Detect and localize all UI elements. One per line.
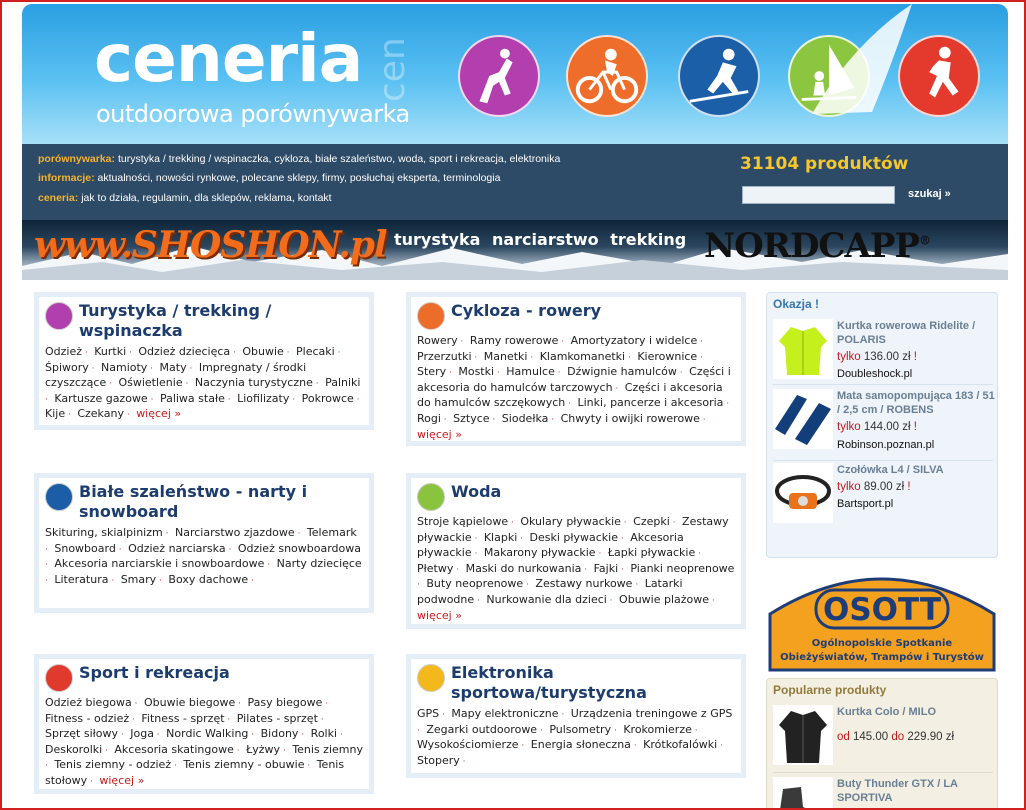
category-link[interactable]: Klamkomanetki ·: [540, 350, 631, 363]
category-link[interactable]: Oświetlenie ·: [118, 376, 188, 389]
category-link[interactable]: Obuwie biegowe ·: [144, 696, 241, 709]
cycling-icon: [417, 302, 445, 330]
category-link[interactable]: Nordic Walking ·: [166, 727, 254, 740]
osott-line1: Ogólnopolskie Spotkanie: [811, 638, 953, 649]
more-link[interactable]: więcej »: [417, 427, 462, 441]
gps-icon: [417, 664, 445, 692]
category-link[interactable]: Zestawy nurkowe ·: [535, 577, 638, 590]
category-link[interactable]: Narty dziecięce ·: [45, 557, 362, 586]
osott-logo: [766, 564, 998, 672]
category-link[interactable]: Fajki ·: [594, 562, 624, 575]
category-link[interactable]: Pulsometry ·: [549, 723, 617, 736]
category-link[interactable]: Kije ·: [45, 407, 71, 420]
site-header: [22, 4, 1008, 144]
category-title[interactable]: Elektronika sportowa/turystyczna: [451, 663, 647, 702]
category-link[interactable]: Odzież biegowa ·: [45, 696, 138, 709]
category-water: [406, 473, 746, 629]
search-button[interactable]: szukaj »: [908, 188, 951, 200]
headlamp-image[interactable]: [773, 463, 833, 523]
category-link[interactable]: Obuwie ·: [242, 345, 289, 358]
category-link[interactable]: Mostki ·: [458, 365, 499, 378]
product-count: 31104 produktów: [740, 154, 909, 174]
category-link[interactable]: Czekany ·: [77, 407, 129, 420]
skiing-icon[interactable]: [678, 35, 760, 117]
category-link[interactable]: Obuwie plażowe ·: [619, 593, 715, 606]
category-link[interactable]: Części i akcesoria do hamulców szczękowych ·: [417, 381, 723, 410]
category-link[interactable]: Tenis stołowy ·: [45, 758, 344, 787]
category-link[interactable]: Deskorolki ·: [45, 743, 108, 756]
category-trekking: [34, 292, 374, 430]
category-links: [45, 696, 363, 790]
climbing-icon[interactable]: [458, 35, 540, 117]
category-link[interactable]: Amortyzatory i widelce ·: [571, 334, 703, 347]
category-link[interactable]: Siodełka ·: [502, 412, 554, 425]
category-link[interactable]: Joga ·: [130, 727, 159, 740]
category-link[interactable]: Narciarstwo zjazdowe ·: [175, 526, 300, 539]
category-link[interactable]: Chwyty i owijki rowerowe ·: [561, 412, 706, 425]
category-link[interactable]: Rogi ·: [417, 412, 447, 425]
jacket-image[interactable]: [773, 319, 833, 379]
category-link[interactable]: Sztyce ·: [453, 412, 495, 425]
category-link[interactable]: Czepki ·: [633, 515, 675, 528]
category-link[interactable]: Odzież ·: [45, 345, 88, 358]
category-links: [417, 515, 735, 623]
climbing-icon: [45, 302, 73, 330]
category-link[interactable]: Mapy elektroniczne ·: [451, 707, 564, 720]
category-link[interactable]: Krokomierze ·: [623, 723, 697, 736]
category-title[interactable]: Białe szaleństwo - narty i snowboard: [79, 482, 308, 521]
category-links: [417, 707, 735, 769]
category-link[interactable]: Nurkowanie dla dzieci ·: [486, 593, 612, 606]
category-link[interactable]: Tenis ziemny ·: [45, 743, 363, 772]
more-link[interactable]: więcej »: [99, 773, 145, 787]
category-link[interactable]: Akcesoria skatingowe ·: [114, 743, 239, 756]
category-link[interactable]: Paliwa stałe ·: [160, 392, 231, 405]
running-icon: [45, 664, 73, 692]
skiing-icon: [45, 483, 73, 511]
category-link[interactable]: Bidony ·: [261, 727, 305, 740]
osott-banner[interactable]: [766, 564, 998, 672]
category-link[interactable]: Odzież narciarska ·: [128, 542, 231, 555]
category-link[interactable]: Hamulce ·: [506, 365, 560, 378]
site-logo[interactable]: ceneria: [94, 20, 363, 97]
category-winter: [34, 473, 374, 613]
nav-row-comparison[interactable]: porównywarka: turystyka / trekking / wspinaczka, cykloza, białe szaleństwo, woda, sport i rekreacja, elektronika: [38, 153, 561, 165]
category-link[interactable]: Manetki ·: [484, 350, 533, 363]
category-link[interactable]: Okulary pływackie ·: [520, 515, 626, 528]
category-link[interactable]: Dźwignie hamulców ·: [567, 365, 683, 378]
category-electronics: [406, 654, 746, 778]
category-link[interactable]: Części i akcesoria do hamulców tarczowych ·: [417, 365, 731, 394]
nav-row-information[interactable]: informacje: aktualności, nowości rynkowe, polecane sklepy, firmy, posłuchaj eksperta, terminologia: [38, 172, 501, 184]
category-link[interactable]: Skituring, skialpinizm ·: [45, 526, 168, 539]
category-link[interactable]: Krótkofalówki ·: [643, 738, 723, 751]
shoshon-logo[interactable]: www.SHOSHON.pl: [34, 224, 387, 266]
category-link[interactable]: Kartusze gazowe ·: [54, 392, 153, 405]
popular-item[interactable]: Kurtka Colo / MILO od 145.00 do 229.90 zł: [773, 705, 993, 773]
deals-box: [766, 292, 998, 558]
category-link[interactable]: Ramy rowerowe ·: [470, 334, 564, 347]
category-link[interactable]: Wysokościomierze ·: [417, 738, 524, 751]
deals-heading: Okazja !: [773, 297, 820, 311]
category-link[interactable]: Urządzenia treningowe z GPS ·: [417, 707, 732, 736]
category-link[interactable]: Fitness - sprzęt ·: [141, 712, 230, 725]
popular-heading: Popularne produkty: [773, 683, 887, 697]
shoshon-banner[interactable]: [22, 220, 1008, 280]
osott-line2: Obieżyświatów, Trampów i Turystów: [780, 652, 984, 663]
category-link[interactable]: Maty ·: [160, 361, 193, 374]
site-tagline: outdoorowa porównywarka: [96, 100, 410, 128]
category-sport: [34, 654, 374, 794]
category-link[interactable]: Maski do nurkowania ·: [466, 562, 588, 575]
category-link[interactable]: Namioty ·: [101, 361, 153, 374]
nordcapp-logo[interactable]: NORDCAPP®: [704, 226, 931, 266]
category-link[interactable]: Stroje kąpielowe ·: [417, 515, 514, 528]
category-link[interactable]: Akcesoria pływackie ·: [417, 531, 684, 560]
osott-name: OSOTT: [822, 592, 942, 628]
category-link[interactable]: Snowboard ·: [54, 542, 121, 555]
category-link[interactable]: Pilates - sprzęt ·: [237, 712, 324, 725]
popular-item[interactable]: Buty Thunder GTX / LA SPORTIVA: [773, 777, 993, 808]
category-link[interactable]: Zestawy pływackie ·: [417, 515, 729, 544]
category-link[interactable]: Klapki ·: [484, 531, 523, 544]
category-cycling: [406, 292, 746, 446]
main-navigation: [22, 144, 1008, 220]
windsurf-sail-graphic: [782, 4, 942, 119]
category-link[interactable]: Deski pływackie ·: [530, 531, 624, 544]
category-link[interactable]: Odzież dziecięca ·: [138, 345, 235, 358]
category-link[interactable]: GPS ·: [417, 707, 445, 720]
category-link[interactable]: Płetwy ·: [417, 562, 459, 575]
category-link[interactable]: Tenis ziemny - odzież ·: [54, 758, 176, 771]
category-links: [45, 526, 363, 588]
category-link[interactable]: Pokrowce ·: [302, 392, 360, 405]
black-jacket-image[interactable]: [773, 705, 833, 765]
category-link[interactable]: Fitness - odzież ·: [45, 712, 135, 725]
nav-row-ceneria[interactable]: ceneria: jak to działa, regulamin, dla sklepów, reklama, kontakt: [38, 192, 332, 204]
page: [2, 2, 1024, 808]
category-link[interactable]: Linki, pancerze i akcesoria ·: [578, 396, 730, 409]
category-link[interactable]: Latarki podwodne ·: [417, 577, 683, 606]
category-link[interactable]: Literatura ·: [54, 573, 114, 586]
category-link[interactable]: Buty neoprenowe ·: [426, 577, 529, 590]
search-input[interactable]: [742, 186, 895, 204]
category-link[interactable]: Energia słoneczna ·: [531, 738, 637, 751]
category-link[interactable]: Pasy biegowe ·: [247, 696, 328, 709]
category-link[interactable]: Przerzutki ·: [417, 350, 477, 363]
category-link[interactable]: Odzież snowboardowa ·: [45, 542, 361, 571]
category-title[interactable]: Woda: [451, 482, 502, 501]
category-link[interactable]: Impregnaty / środki czyszczące ·: [45, 361, 306, 390]
category-links: [417, 334, 735, 442]
category-title[interactable]: Sport i rekreacja: [79, 663, 230, 682]
windsurfing-icon: [417, 483, 445, 511]
category-link[interactable]: Kurtki ·: [94, 345, 132, 358]
boots-image[interactable]: [773, 777, 833, 808]
category-link[interactable]: Stopery ·: [417, 754, 466, 767]
more-link[interactable]: więcej »: [417, 608, 462, 622]
more-link[interactable]: więcej »: [136, 407, 182, 421]
category-link[interactable]: Pianki neoprenowe ·: [417, 562, 734, 591]
vertical-logo-text: cen: [372, 37, 413, 102]
popular-products-box: [766, 678, 998, 808]
category-link[interactable]: Łapki pływackie ·: [608, 546, 701, 559]
category-link[interactable]: Plecaki ·: [296, 345, 340, 358]
deal-item[interactable]: Kurtka rowerowa Ridelite / POLARIS tylko 136.00 zł ! Doubleshock.pl: [773, 319, 993, 385]
sleeping-mat-image[interactable]: [773, 389, 833, 449]
category-link[interactable]: Łyżwy ·: [246, 743, 286, 756]
category-link[interactable]: Sprzęt siłowy ·: [45, 727, 124, 740]
category-link[interactable]: Boxy dachowe ·: [168, 573, 253, 586]
category-link[interactable]: Akcesoria narciarskie i snowboardowe ·: [54, 557, 270, 570]
category-link[interactable]: Telemark ·: [45, 526, 357, 555]
category-title[interactable]: Turystyka / trekking / wspinaczka: [79, 301, 272, 340]
category-link[interactable]: Palniki ·: [45, 376, 360, 405]
cycling-icon[interactable]: [566, 35, 648, 117]
category-links: [45, 345, 363, 423]
category-link[interactable]: Makarony pływackie ·: [484, 546, 601, 559]
deal-item[interactable]: Czołówka L4 / SILVA tylko 89.00 zł ! Bartsport.pl: [773, 463, 993, 525]
deal-item[interactable]: Mata samopompująca 183 / 51 / 2,5 cm / ROBENS tylko 144.00 zł ! Robinson.poznan.pl: [773, 389, 993, 461]
category-link[interactable]: Zegarki outdoorowe ·: [426, 723, 542, 736]
category-link[interactable]: Liofilizaty ·: [237, 392, 295, 405]
category-link[interactable]: Rolki ·: [311, 727, 343, 740]
category-link[interactable]: Kierownice ·: [637, 350, 703, 363]
banner-links[interactable]: turystyka narciarstwo trekking: [394, 230, 687, 249]
category-link[interactable]: Śpiwory ·: [45, 361, 95, 374]
category-title[interactable]: Cykloza - rowery: [451, 301, 602, 320]
category-link[interactable]: Stery ·: [417, 365, 452, 378]
category-link[interactable]: Rowery ·: [417, 334, 463, 347]
category-link[interactable]: Tenis ziemny - obuwie ·: [183, 758, 310, 771]
category-link[interactable]: Smary ·: [121, 573, 162, 586]
category-link[interactable]: Naczynia turystyczne ·: [195, 376, 319, 389]
